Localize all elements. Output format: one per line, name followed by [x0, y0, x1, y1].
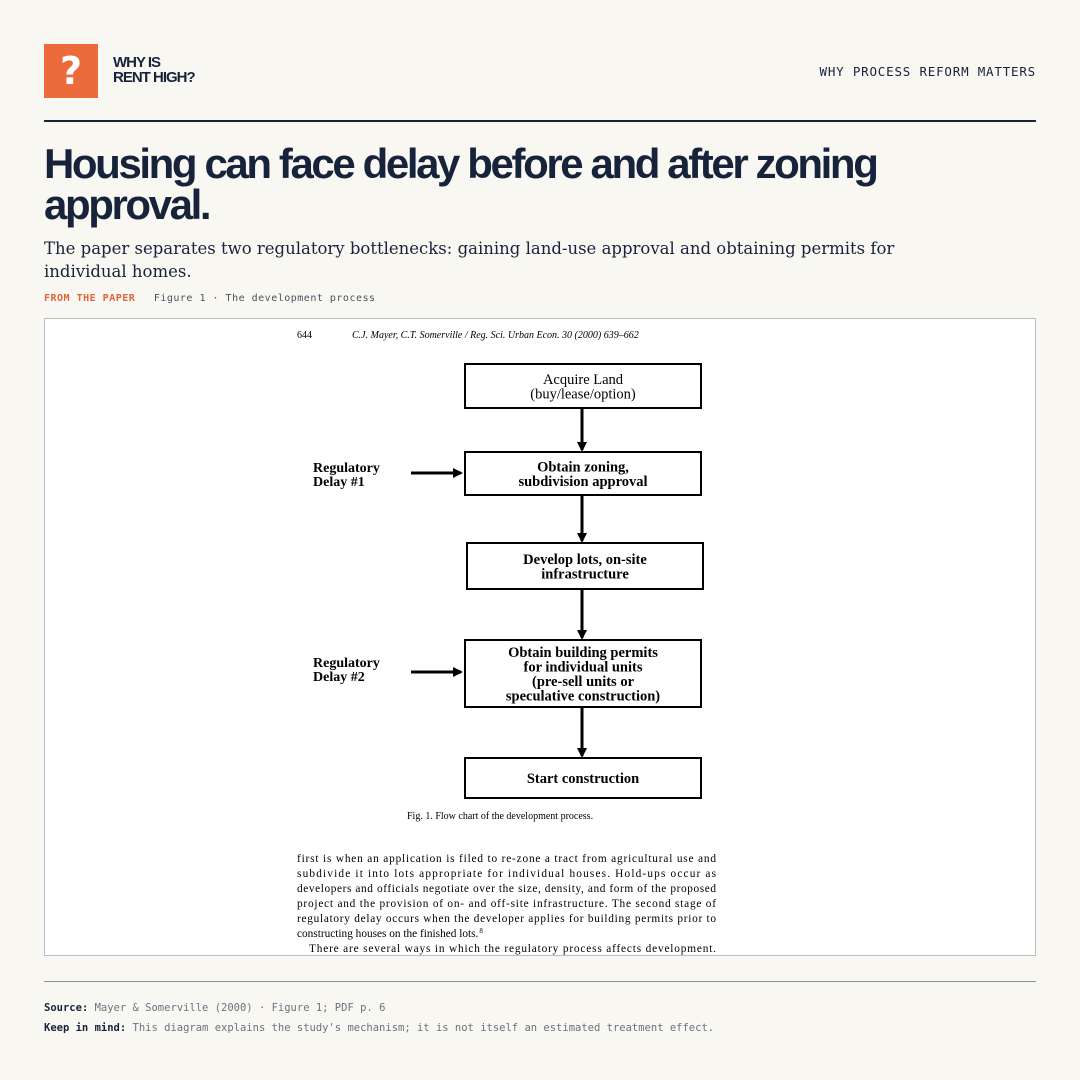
regulatory-delay-label: Delay #2: [313, 670, 365, 685]
brand-line-1: WHY IS: [113, 54, 161, 71]
regulatory-delay-label: Regulatory: [313, 656, 380, 671]
caveat-text: This diagram explains the study's mechanism; it is not itself an estimated treatment effect.: [132, 1022, 715, 1034]
figure-reference: Figure 1 · The development process: [153, 293, 376, 304]
flow-step-label: speculative construction): [505, 688, 661, 705]
section-kicker: WHY PROCESS REFORM MATTERS: [819, 64, 1036, 79]
body-text-line: project and the provision of on- and off-site infrastructure. The second stage of: [297, 898, 716, 910]
regulatory-delay-label: Delay #1: [313, 475, 365, 490]
caveat-note: [44, 1022, 714, 1034]
figure-caption: Fig. 1. Flow chart of the development process.: [407, 811, 594, 822]
page-number: 644: [297, 330, 312, 341]
brand-line-2: RENT HIGH?: [113, 69, 195, 86]
body-text-line: first is when an application is filed to re-zone a tract from agricultural use and: [297, 853, 716, 865]
flow-step-label: infrastructure: [541, 566, 629, 583]
body-text-line: There are several ways in which the regulatory process affects development.: [309, 943, 716, 955]
footer-divider: [44, 981, 1036, 982]
regulatory-delay-label: Regulatory: [313, 461, 380, 476]
flow-step-label: subdivision approval: [518, 473, 648, 490]
flow-step-label: for individual units: [523, 659, 643, 676]
brand-name: [113, 55, 233, 85]
body-text-line: developers and officials negotiate over the size, density, and form of the proposed: [297, 883, 716, 895]
figure-source-line: [44, 293, 376, 304]
body-text-line: regulatory delay occurs when the developer applies for building permits prior to: [297, 913, 716, 925]
flow-step-label: Start construction: [526, 771, 640, 787]
source-note: [44, 1002, 385, 1014]
source-label: Source:: [44, 1002, 89, 1014]
body-text-line: constructing houses on the finished lots.: [297, 928, 479, 940]
caveat-label: Keep in mind:: [44, 1022, 127, 1034]
flow-step-label: Develop lots, on-site: [523, 551, 647, 568]
question-mark-icon: ?: [59, 49, 83, 93]
source-text: Mayer & Somerville (2000) · Figure 1; PDF p. 6: [94, 1002, 386, 1014]
flowchart-svg: [45, 319, 1035, 955]
flow-step-label: Acquire Land: [542, 371, 624, 388]
header-divider: [44, 120, 1036, 122]
logo-mark: [44, 44, 98, 98]
headline: Housing can face delay before and after zoning approval.: [44, 140, 877, 228]
flow-step-label: Obtain zoning,: [537, 459, 629, 476]
flow-step-label: (pre-sell units or: [531, 673, 635, 690]
source-tag: FROM THE PAPER: [44, 293, 136, 304]
body-text-line: subdivide it into lots appropriate for individual houses. Hold-ups occur as: [297, 868, 717, 880]
flow-step-label: (buy/lease/option): [530, 386, 636, 403]
running-header: C.J. Mayer, C.T. Somerville / Reg. Sci. Urban Econ. 30 (2000) 639–662: [352, 330, 639, 341]
flow-step-label: Obtain building permits: [508, 644, 658, 661]
footnote-marker: 8: [479, 927, 483, 935]
subheadline: The paper separates two regulatory bottlenecks: gaining land-use approval and obtaining permits for individual homes.: [44, 239, 895, 281]
figure-scan: [44, 318, 1036, 956]
